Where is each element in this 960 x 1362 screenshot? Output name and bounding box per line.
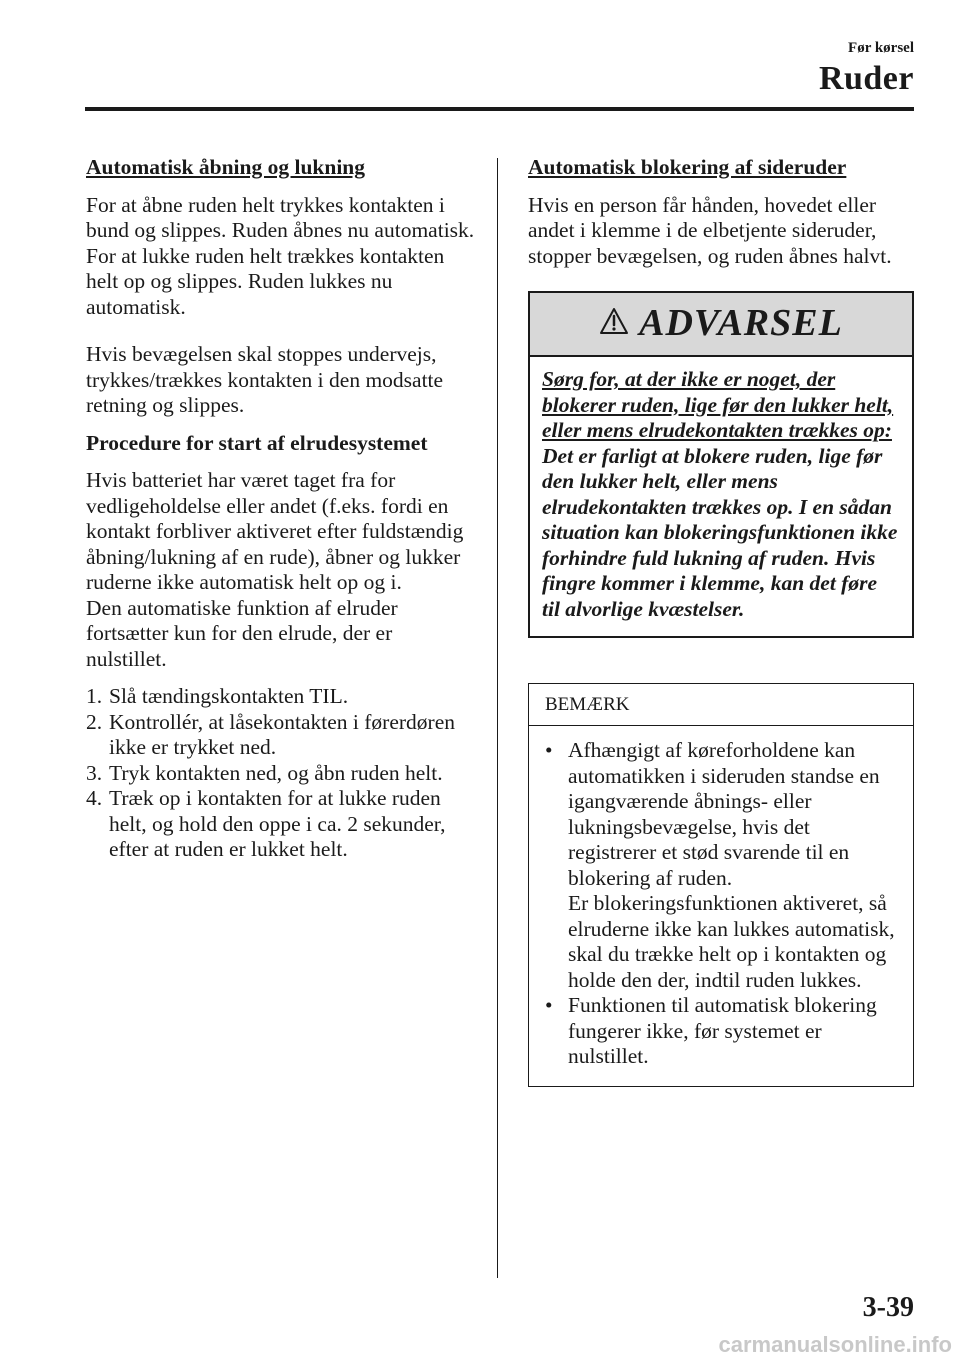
note-item: • Afhængigt af køreforholdene kan automatikken i sideruden standse en igangværende åbnings- eller lukningsbevægelse, hvis det registrerer et stød svarende til en blokering af ruden. Er blokeringsfunktionen aktiveret, så elruderne ikke kan lukkes automatisk, skal du trække helt op i kontakten og holde den der, indtil ruden lukkes. <box>545 738 895 992</box>
step-item: 2. Kontrollér, at låsekontakten i førerdøren ikke er trykket ned. <box>86 709 455 759</box>
warning-instruction: Sørg for, at der ikke er noget, der blokerer ruden, lige før den lukker helt, eller mens elrudekontakten trækkes op: <box>542 367 894 442</box>
open-paragraph: For at åbne ruden helt trykkes kontakten i bund og slippes. Ruden åbnes nu automatisk. <box>86 192 475 242</box>
warning-text: Det er farligt at blokere ruden, lige før den lukker helt, eller mens elrudekontakten trækkes op. I en sådan situation kan blokeringsfunktionen ikke forhindre fuld lukning af ruden. Hvis fingre kommer i klemme, kan det føre til alvorlige kvæstelser. <box>542 443 898 621</box>
reset-paragraph: Den automatiske funktion af elruder fortsætter kun for den elrude, der er nulstillet. <box>86 595 398 671</box>
bullet-icon: • <box>545 738 553 762</box>
column-divider <box>497 158 498 1278</box>
warning-triangle-icon <box>599 307 629 342</box>
blocking-paragraph: Hvis en person får hånden, hovedet eller andet i klemme i de elbetjente sideruder, stopper bevægelsen, og ruden åbnes halvt. <box>528 192 892 268</box>
procedure-heading: Procedure for start af elrudesystemet <box>86 430 428 455</box>
auto-blocking-heading: Automatisk blokering af sideruder <box>528 155 847 179</box>
page-title: Ruder <box>818 60 914 97</box>
left-column <box>86 155 478 863</box>
section-label: Før kørsel <box>848 40 914 56</box>
warning-body <box>530 357 912 636</box>
warning-title: ADVARSEL <box>639 302 843 345</box>
note-title: BEMÆRK <box>529 684 913 726</box>
stop-paragraph: Hvis bevægelsen skal stoppes undervejs, trykkes/trækkes kontakten i den modsatte retning og slippes. <box>86 342 444 417</box>
header-rule <box>85 107 914 111</box>
bullet-icon: • <box>545 993 553 1017</box>
page-number: 3-39 <box>862 1292 914 1323</box>
battery-paragraph: Hvis batteriet har været taget fra for vedligeholdelse eller andet (f.eks. fordi en kontakt forbliver aktiveret efter fuldstændig åbning/lukning af en rude), åbner og lukker ruderne ikke automatisk helt op og i. <box>86 468 464 594</box>
close-paragraph: For at lukke ruden helt trækkes kontakten helt op og slippes. Ruden lukkes nu automatisk. <box>86 243 445 319</box>
procedure-steps <box>86 684 478 863</box>
step-item: 1. Slå tændingskontakten TIL. <box>86 684 349 708</box>
warning-header <box>530 293 912 357</box>
note-list <box>539 738 903 1070</box>
step-item: 4. Træk op i kontakten for at lukke ruden helt, og hold den oppe i ca. 2 sekunder, efter at ruden er lukket helt. <box>86 786 446 861</box>
step-item: 3. Tryk kontakten ned, og åbn ruden helt. <box>86 760 443 785</box>
warning-box <box>528 291 914 638</box>
watermark: carmanualsonline.info <box>718 1332 952 1357</box>
right-column <box>528 155 914 1087</box>
note-body <box>529 726 913 1086</box>
note-box <box>528 683 914 1087</box>
auto-open-close-heading: Automatisk åbning og lukning <box>86 155 366 179</box>
note-item: • Funktionen til automatisk blokering fungerer ikke, før systemet er nulstillet. <box>545 993 877 1068</box>
